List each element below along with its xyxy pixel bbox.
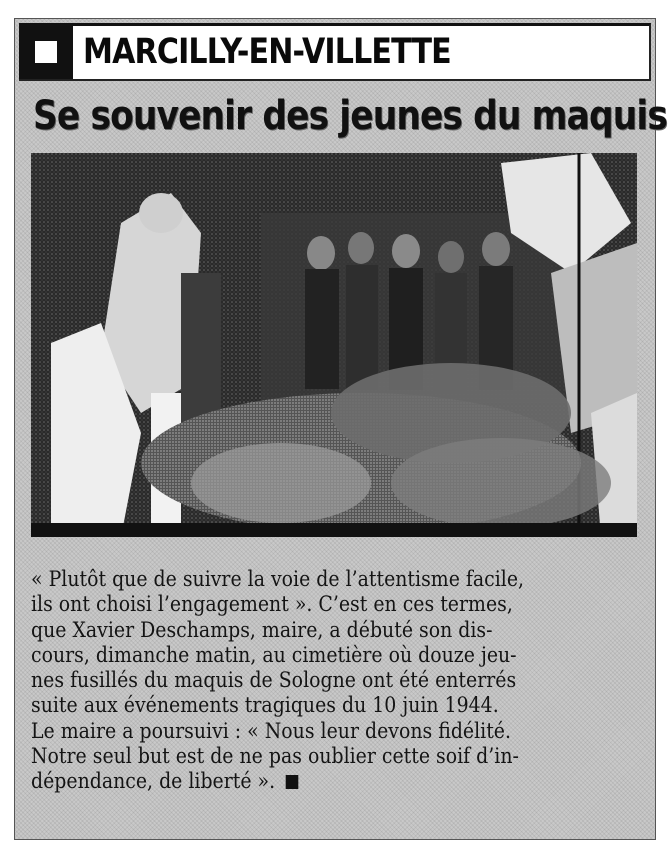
article-line-text: dépendance, de liberté ». <box>31 769 276 794</box>
article-line: Notre seul but est de ne pas oublier cette soif d’in- <box>31 744 519 769</box>
article-line: « Plutôt que de suivre la voie de l’attentisme facile, <box>31 567 525 591</box>
article-line: suite aux événements tragiques du 10 juin 1944. <box>31 693 499 718</box>
end-of-article-square-icon <box>286 775 299 789</box>
newspaper-clipping <box>14 18 667 840</box>
article-headline: Se souvenir des jeunes du maquis <box>33 93 667 139</box>
article-line: nes fusillés du maquis de Sologne ont été enterrés <box>31 668 517 693</box>
article-last-line <box>31 769 593 794</box>
ceremony-photo <box>31 153 637 537</box>
article-body <box>31 567 655 795</box>
article-line: que Xavier Deschamps, maire, a débuté son dis- <box>31 617 493 642</box>
section-title: MARCILLY-EN-VILLETTE <box>83 32 451 72</box>
article-line: cours, dimanche matin, au cimetière où douze jeu- <box>31 642 517 667</box>
section-header <box>19 23 651 81</box>
ceremony-photo-graphic <box>31 153 637 537</box>
article-line: ils ont choisi l’engagement ». C’est en ces termes, <box>31 592 513 617</box>
article-line: Le maire a poursuivi : « Nous leur devons fidélité. <box>31 718 511 743</box>
section-square-icon <box>19 26 73 79</box>
